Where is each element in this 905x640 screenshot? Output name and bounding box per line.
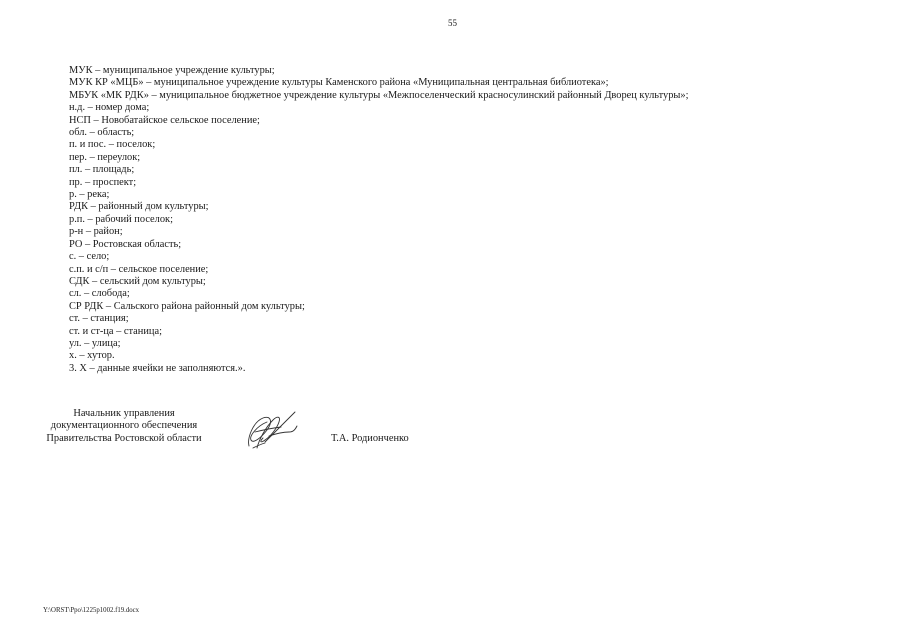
abbreviation-item: СДК – сельский дом культуры; [69, 275, 206, 287]
abbreviation-item: обл. – область; [69, 127, 135, 139]
abbreviation-item: НСП – Новобатайское сельское поселение; [69, 114, 260, 126]
abbreviation-item: РО – Ростовская область; [69, 238, 182, 250]
signer-name: Т.А. Родионченко [331, 433, 409, 444]
abbreviation-item: МБУК «МК РДК» – муниципальное бюджетное учреждение культуры «Межпоселенческий красносулинский районный Дворец культуры»; [69, 89, 689, 101]
page-number: 55 [448, 18, 457, 28]
abbreviation-item: ст. и ст-ца – станица; [69, 325, 162, 337]
abbreviation-item: МУК – муниципальное учреждение культуры; [69, 65, 275, 76]
abbreviation-item: пер. – переулок; [69, 151, 141, 163]
abbreviation-item: п. и пос. – поселок; [69, 139, 156, 151]
abbreviation-item: с. – село; [69, 251, 110, 263]
position-line: Правительства Ростовской области [46, 432, 202, 444]
abbreviation-item: сл. – слобода; [69, 288, 130, 300]
abbreviation-item: с.п. и с/п – сельское поселение; [69, 263, 209, 275]
abbreviation-item: РДК – районный дом культуры; [69, 201, 209, 213]
abbreviation-item: МУК КР «МЦБ» – муниципальное учреждение культуры Каменского района «Муниципальная центральная библиотека»; [69, 77, 609, 89]
abbreviation-item: н.д. – номер дома; [69, 102, 150, 114]
position-line: Начальник управления [73, 408, 175, 419]
handwritten-signature [243, 410, 301, 452]
abbreviation-item: х. – хутор. [69, 350, 115, 362]
position-line: документационного обеспечения [50, 420, 198, 432]
abbreviation-item: пр. – проспект; [69, 176, 137, 188]
abbreviation-list [69, 65, 869, 375]
abbreviation-item: ст. – станция; [69, 313, 129, 325]
abbreviation-item: 3. Х – данные ячейки не заполняются.». [69, 362, 246, 374]
signatory-position [38, 408, 210, 445]
abbreviation-item: р.п. – рабочий поселок; [69, 213, 173, 225]
abbreviation-item: р. – река; [69, 189, 110, 201]
abbreviation-item: СР РДК – Сальского района районный дом культуры; [69, 300, 305, 312]
abbreviation-item: ул. – улица; [69, 337, 121, 349]
abbreviation-item: р-н – район; [69, 226, 123, 238]
file-path: Y:\ORST\Ppo\1225p1002.f19.docx [43, 607, 140, 614]
abbreviation-item: пл. – площадь; [69, 164, 135, 176]
